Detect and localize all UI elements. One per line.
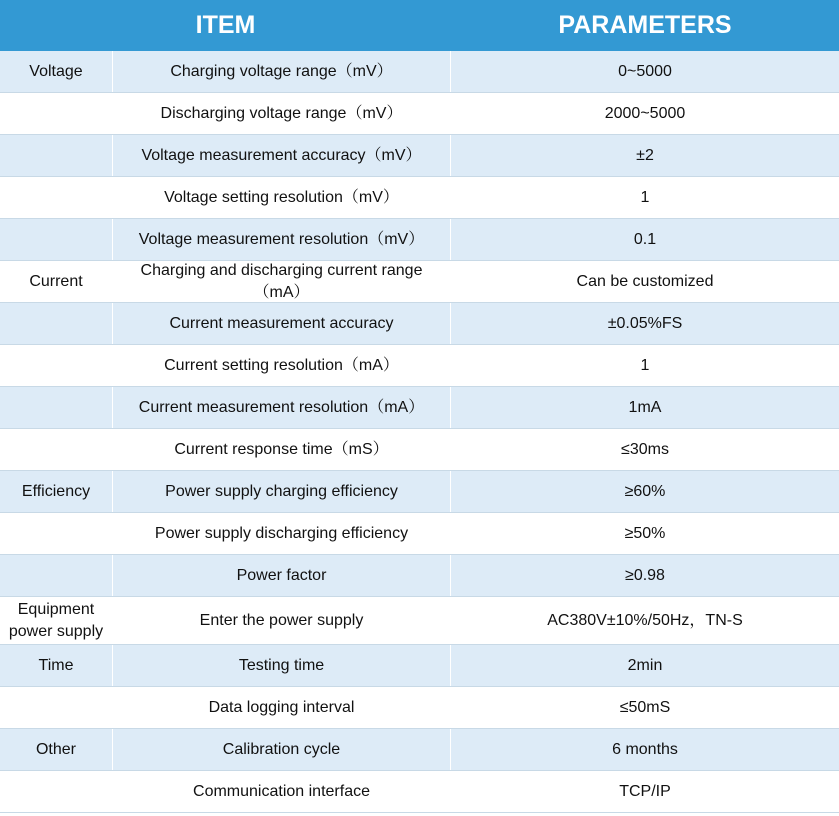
table-row	[0, 687, 839, 729]
table-row	[0, 429, 839, 471]
row-category	[0, 303, 112, 344]
table-row	[0, 303, 839, 345]
row-item: Voltage measurement resolution（mV）	[112, 219, 451, 260]
row-category: Current	[29, 272, 83, 290]
row-item: Power supply charging efficiency	[112, 471, 451, 512]
row-value: 0.1	[633, 230, 657, 248]
row-item: Data logging interval	[112, 687, 451, 728]
table-row	[0, 471, 839, 513]
table-header	[0, 0, 839, 51]
row-item: Current measurement resolution（mA）	[112, 387, 451, 428]
header-item: ITEM	[195, 11, 256, 39]
row-category	[0, 429, 112, 470]
table-row	[0, 135, 839, 177]
row-item: Current setting resolution（mA）	[112, 345, 451, 386]
row-value: ≥60%	[624, 482, 666, 500]
row-category: Efficiency	[21, 482, 91, 500]
table-row	[0, 645, 839, 687]
row-value: 0~5000	[618, 62, 672, 80]
table-row	[0, 51, 839, 93]
row-category	[0, 177, 112, 218]
table-row	[0, 771, 839, 813]
row-item: Calibration cycle	[112, 729, 451, 770]
table-row	[0, 219, 839, 261]
row-category	[0, 93, 112, 134]
table-row	[0, 555, 839, 597]
table-row	[0, 261, 839, 303]
row-value: ≤30ms	[621, 440, 669, 458]
row-item: Power factor	[112, 555, 451, 596]
row-category	[0, 771, 112, 812]
row-category	[0, 687, 112, 728]
row-value: Can be customized	[576, 272, 714, 290]
row-category	[0, 345, 112, 386]
row-item: Current response time（mS）	[112, 429, 451, 470]
row-item: Discharging voltage range（mV）	[112, 93, 451, 134]
row-item: Communication interface	[112, 771, 451, 812]
row-item: Charging and discharging current range（mA）	[112, 261, 451, 302]
row-category	[0, 219, 112, 260]
row-category	[0, 555, 112, 596]
row-value: 2min	[627, 656, 663, 674]
table-row	[0, 93, 839, 135]
row-category	[0, 135, 112, 176]
row-value: ±2	[636, 146, 654, 164]
row-item: Voltage measurement accuracy（mV）	[112, 135, 451, 176]
row-category: Voltage	[29, 62, 83, 80]
row-value: 1	[640, 356, 650, 374]
row-value: 6 months	[612, 740, 678, 758]
header-parameters: PARAMETERS	[558, 11, 732, 39]
table-body	[0, 51, 839, 813]
row-category	[0, 513, 112, 554]
row-value: TCP/IP	[619, 782, 671, 800]
table-row	[0, 387, 839, 429]
row-category: Equipment power supply	[8, 600, 104, 640]
table-row	[0, 177, 839, 219]
row-value: ±0.05%FS	[607, 314, 683, 332]
table-row	[0, 729, 839, 771]
row-value: AC380V±10%/50Hz，TN-S	[547, 611, 743, 629]
row-value: 2000~5000	[604, 104, 686, 122]
row-value: ≥50%	[624, 524, 666, 542]
table-row	[0, 597, 839, 645]
row-value: 1	[640, 188, 650, 206]
row-category: Other	[35, 740, 76, 758]
row-value: 1mA	[628, 398, 662, 416]
row-item: Charging voltage range（mV）	[112, 51, 451, 92]
row-item: Current measurement accuracy	[112, 303, 451, 344]
row-category: Time	[38, 656, 74, 674]
row-item: Enter the power supply	[112, 597, 451, 644]
row-item: Power supply discharging efficiency	[112, 513, 451, 554]
row-item: Testing time	[112, 645, 451, 686]
row-value: ≤50mS	[619, 698, 671, 716]
table-row	[0, 513, 839, 555]
table-row	[0, 345, 839, 387]
row-value: ≥0.98	[625, 566, 665, 584]
row-category	[0, 387, 112, 428]
row-item: Voltage setting resolution（mV）	[112, 177, 451, 218]
